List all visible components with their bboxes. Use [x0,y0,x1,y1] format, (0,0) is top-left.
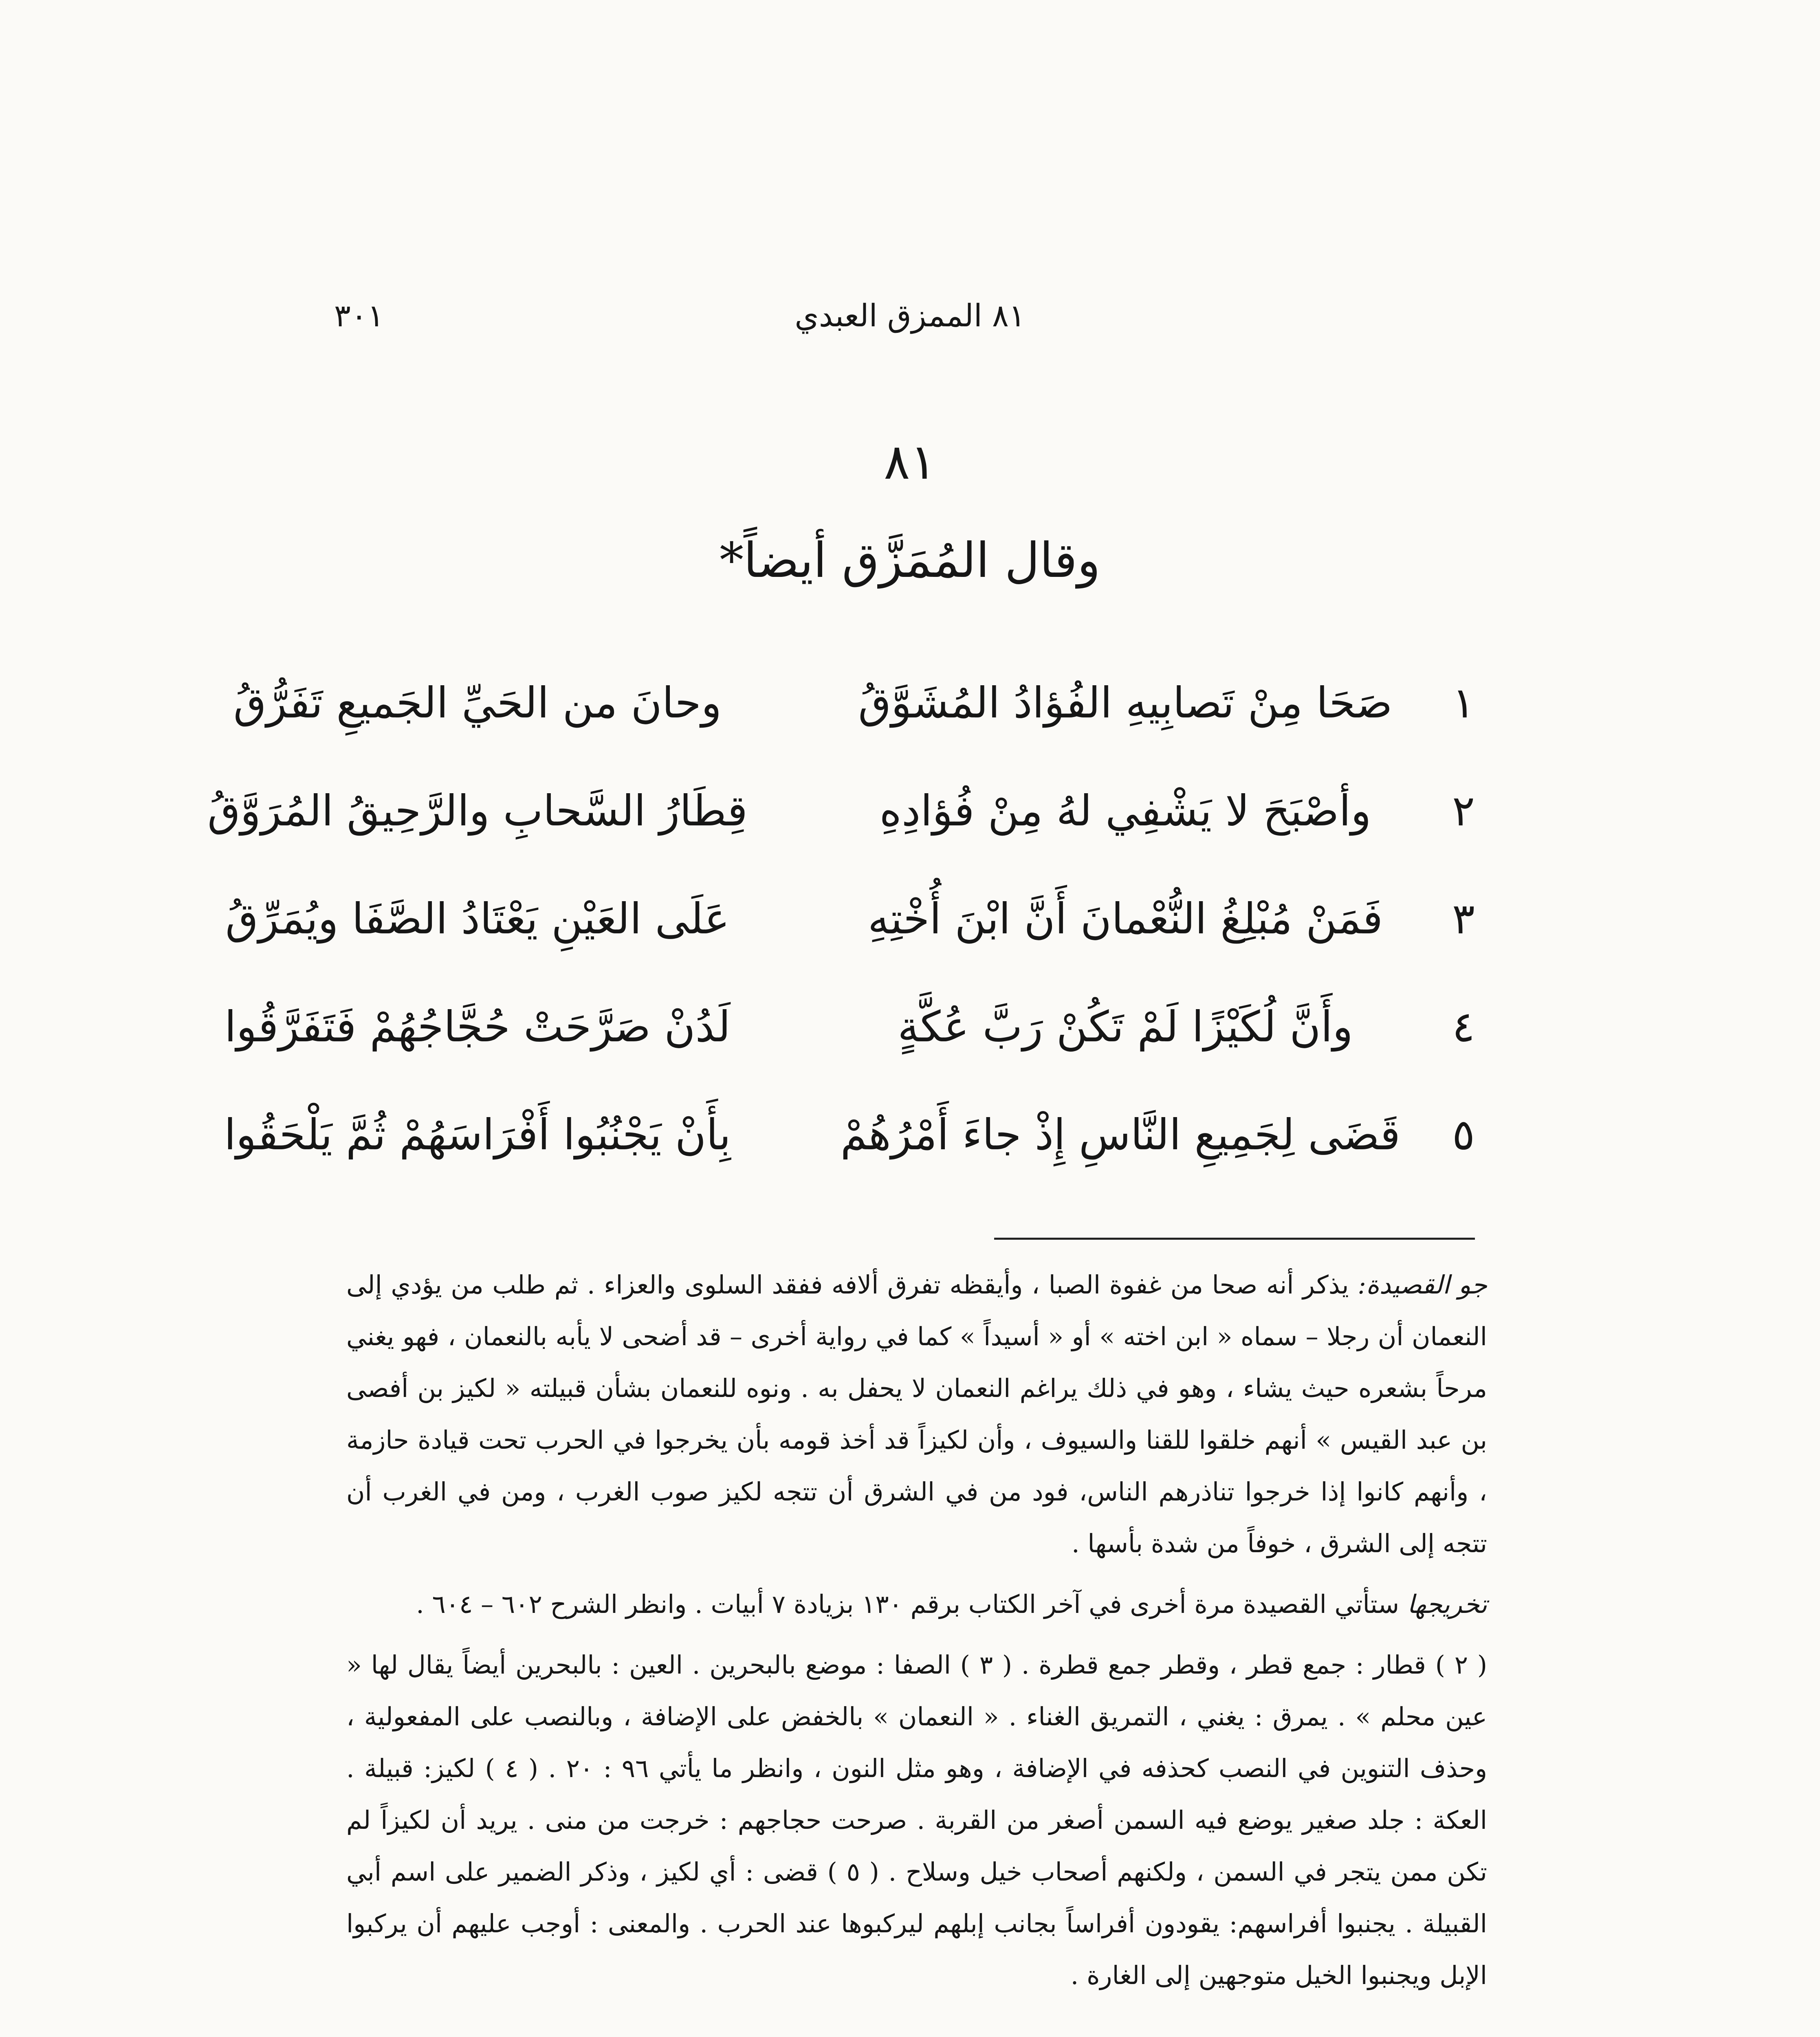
verse-second-hemistich: قِطَارُ السَّحابِ والرَّحِيقُ المُرَوَّقُ [207,786,748,836]
footnote-context [346,1259,1487,1569]
poem-number: ٨١ [884,434,936,491]
page-number: ٣٠١ [334,297,384,334]
footnote-sources [346,1578,1487,1630]
running-header [334,293,1486,342]
poem-heading: وقال المُمَزَّق أيضاً* [720,532,1100,588]
footnote-sources-label: تخريجها [1407,1589,1487,1619]
verse-row [225,884,1486,992]
poem-verses [207,668,1486,1208]
verse-first-hemistich: فَمَنْ مُبْلِغُ النُّعْمانَ أَنَّ ابْنَ أُخْتِهِ [867,894,1383,944]
verse-row [207,776,1486,884]
verse-number: ٥ [1452,1110,1475,1159]
verse-first-hemistich: وأصْبَحَ لا يَشْفِي لهُ مِنْ فُؤادِهِ [879,786,1371,836]
footnote-divider [994,1238,1475,1240]
verse-first-hemistich: صَحَا مِنْ تَصابِيهِ الفُؤادُ المُشَوَّقُ [858,678,1393,728]
verse-second-hemistich: لَدُنْ صَرَّحَتْ حُجَّاجُهُمْ فَتَفَرَّقُوا [224,1002,731,1051]
verse-second-hemistich: عَلَى العَيْنِ يَعْتَادُ الصَّفَا ويُمَرِّقُ [225,894,730,944]
footnote-glosses: ( ٢ ) قطار : جمع قطر ، وقطر جمع قطرة . ( ٣ ) الصفا : موضع بالبحرين . العين : بالبحرين أيضاً يقال لها « عين محلم » . يمرق : يغني ، التمريق الغناء . « النعمان » بالخفض على الإضافة ، وبالنصب على المفعولية ، وحذف التنوين في النصب كحذفه في الإضافة ، وهو مثل النون ، وانظر ما يأتي ٩٦ : ٢٠ . ( ٤ ) لكيز: قبيلة . العكة : جلد صغير يوضع فيه السمن أصغر من القربة . صرحت حجاجهم : خرجت من منى . يريد أن لكيزاً لم تكن ممن يتجر في السمن ، ولكنهم أصحاب خيل وسلاح . ( ٥ ) قضى : أي لكيز ، وذكر الضمير على اسم أبي القبيلة . يجنبوا أفراسهم: يقودون أفراساً بجانب إبلهم ليركبوها عند الحرب . والمعنى : أوجب عليهم أن يركبوا الإبل ويجنبوا الخيل متوجهين إلى الغارة . [346,1650,1488,1990]
verse-row [233,668,1486,776]
verse-number: ١ [1452,678,1475,728]
verse-row [224,1100,1486,1208]
verse-first-hemistich: قَضَى لِجَمِيعِ النَّاسِ إِذْ جاءَ أَمْرُهُمْ [840,1110,1400,1159]
verse-number: ٣ [1452,894,1475,944]
verse-row [224,992,1486,1100]
footnote-context-label: جو القصيدة: [1358,1270,1487,1300]
verse-first-hemistich: وأَنَّ لُكَيْزًا لَمْ تَكُنْ رَبَّ عُكَّةٍ [898,1002,1353,1051]
footnotes [346,1259,1487,2010]
footnote-context-text: يذكر أنه صحا من غفوة الصبا ، وأيقظه تفرق ألافه ففقد السلوى والعزاء . ثم طلب من يؤدي إلى النعمان أن رجلا – سماه « ابن اخته » أو « أسيداً » كما في رواية أخرى – قد أضحى لا يأبه بالنعمان ، فهو يغني مرحاً بشعره حيث يشاء ، وهو في ذلك يراغم النعمان لا يحفل به . ونوه للنعمان بشأن قبيلته « لكيز بن أفصى بن عبد القيس » أنهم خلقوا للقنا والسيوف ، وأن لكيزاً قد أخذ قومه بأن يخرجوا في الحرب تحت قيادة حازمة ، وأنهم كانوا إذا خرجوا تناذرهم الناس، فود من في الشرق أن تتجه لكيز صوب الغرب ، ومن في الغرب أن تتجه إلى الشرق ، خوفاً من شدة بأسها . [346,1270,1487,1558]
verse-number: ٤ [1452,1002,1475,1051]
footnote-sources-text: ستأتي القصيدة مرة أخرى في آخر الكتاب برقم ١٣٠ بزيادة ٧ أبيات . وانظر الشرح ٦٠٢ – ٦٠٤ . [416,1589,1400,1619]
running-title: ٨١ الممزق العبدي [794,297,1026,334]
verse-number: ٢ [1452,786,1475,836]
verse-second-hemistich: بِأَنْ يَجْنُبُوا أَفْرَاسَهُمْ ثُمَّ يَلْحَقُوا [224,1110,731,1159]
verse-second-hemistich: وحانَ من الحَيِّ الجَميعِ تَفَرُّقُ [233,678,722,728]
